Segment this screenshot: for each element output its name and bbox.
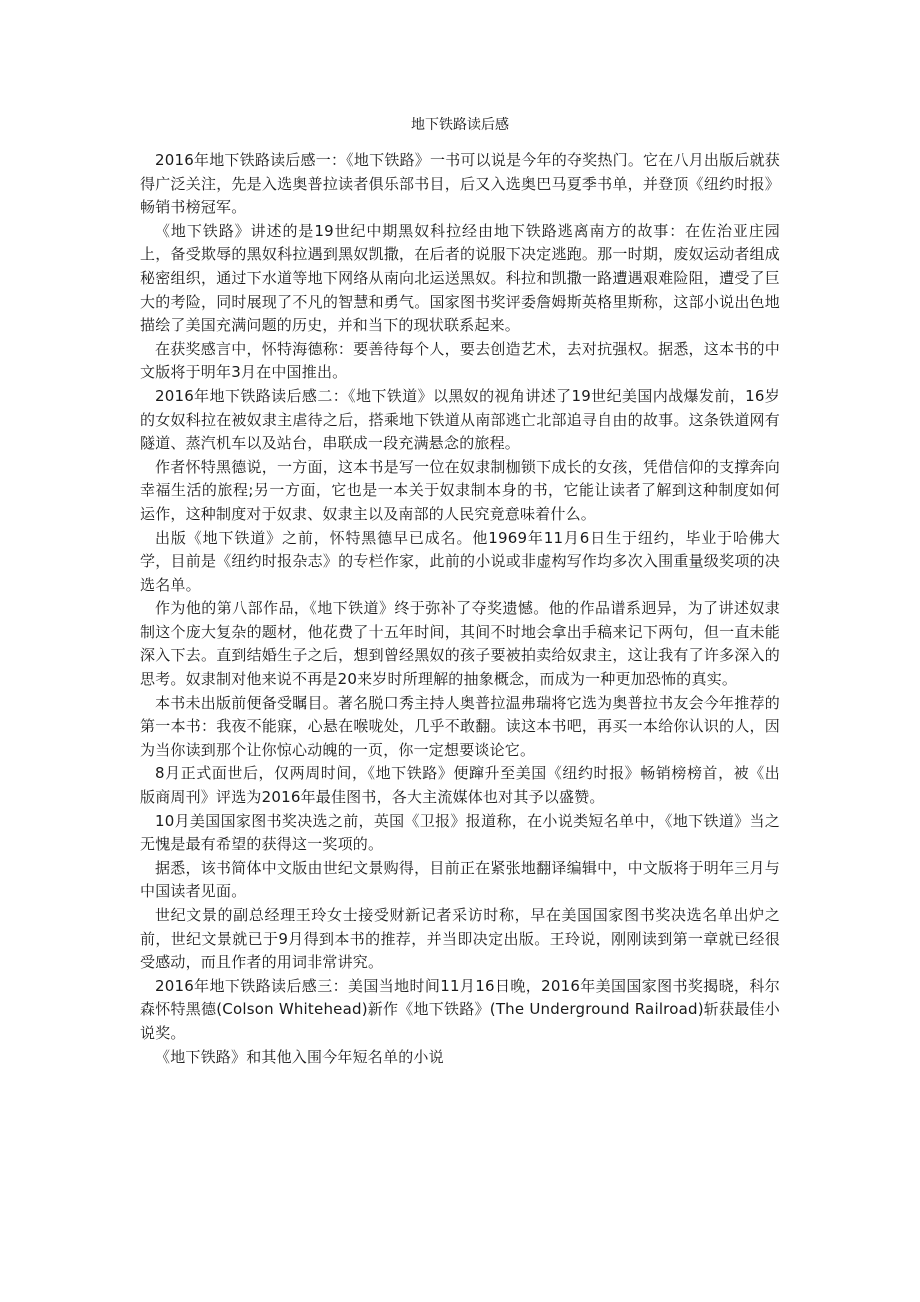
document-title: 地下铁路读后感 xyxy=(411,117,509,133)
paragraph: 2016年地下铁路读后感一：《地下铁路》一书可以说是今年的夺奖热门。它在八月出版后就获得广泛关注，先是入选奥普拉读者俱乐部书目，后又入选奥巴马夏季书单，并登顶《纽约时报》畅销书榜冠军。 xyxy=(140,151,780,217)
paragraph: 在获奖感言中，怀特海德称：要善待每个人，要去创造艺术，去对抗强权。据悉，这本书的中文版将于明年3月在中国推出。 xyxy=(140,339,780,382)
paragraph: 2016年地下铁路读后感二：《地下铁道》以黑奴的视角讲述了19世纪美国内战爆发前，16岁的女奴科拉在被奴隶主虐待之后，搭乘地下铁道从南部逃亡北部追寻自由的故事。这条铁道网有隧道、蒸汽机车以及站台，串联成一段充满悬念的旅程。 xyxy=(140,386,780,453)
paragraph: 10月美国国家图书奖决选之前，英国《卫报》报道称，在小说类短名单中，《地下铁道》当之无愧是最有希望的获得这一奖项的。 xyxy=(140,811,780,854)
paragraph: 《地下铁路》讲述的是19世纪中期黑奴科拉经由地下铁路逃离南方的故事：在佐治亚庄园上，备受欺辱的黑奴科拉遇到黑奴凯撒，在后者的说服下决定逃跑。那一时期，废奴运动者组成秘密组织，通过下水道等地下网络从南向北运送黑奴。科拉和凯撒一路遭遇艰难险阻，遭受了巨大的考险，同时展现了不凡的智慧和勇气。国家图书奖评委詹姆斯英格里斯称，这部小说出色地描绘了美国充满问题的历史，并和当下的现状联系起来。 xyxy=(140,221,780,335)
paragraph: 作者怀特黑德说，一方面，这本书是写一位在奴隶制枷锁下成长的女孩，凭借信仰的支撑奔向幸福生活的旅程;另一方面，它也是一本关于奴隶制本身的书，它能让读者了解到这种制度如何运作，这种制度对于奴隶、奴隶主以及南部的人民究竟意味着什么。 xyxy=(140,457,780,523)
paragraph: 世纪文景的副总经理王玲女士接受财新记者采访时称，早在美国国家图书奖决选名单出炉之前，世纪文景就已于9月得到本书的推荐，并当即决定出版。王玲说，刚刚读到第一章就已经很受感动，而且作者的用词非常讲究。 xyxy=(140,906,780,972)
paragraph: 出版《地下铁道》之前，怀特黑德早已成名。他1969年11月6日生于纽约，毕业于哈佛大学，目前是《纽约时报杂志》的专栏作家，此前的小说或非虚构写作均多次入围重量级奖项的决选名单。 xyxy=(140,528,780,594)
paragraph: 2016年地下铁路读后感三：美国当地时间11月16日晚，2016年美国国家图书奖揭晓，科尔森怀特黑德(Colson Whitehead)新作《地下铁路》(The Underground Railroad)斩获最佳小说奖。 xyxy=(140,976,780,1042)
paragraph: 8月正式面世后，仅两周时间，《地下铁路》便蹿升至美国《纽约时报》畅销榜榜首，被《出版商周刊》评选为2016年最佳图书，各大主流媒体也对其予以盛赞。 xyxy=(140,764,780,807)
paragraph: 本书未出版前便备受瞩目。著名脱口秀主持人奥普拉温弗瑞将它选为奥普拉书友会今年推荐的第一本书：我夜不能寐，心悬在喉咙处，几乎不敢翻。读这本书吧，再买一本给你认识的人，因为当你读到那个让你惊心动魄的一页，你一定想要谈论它。 xyxy=(140,693,780,759)
paragraph: 作为他的第八部作品，《地下铁道》终于弥补了夺奖遗憾。他的作品谱系迥异，为了讲述奴隶制这个庞大复杂的题材，他花费了十五年时间，其间不时地会拿出手稿来记下两句，但一直未能深入下去。直到结婚生子之后，想到曾经黑奴的孩子要被拍卖给奴隶主，这让我有了许多深入的思考。奴隶制对他来说不再是20来岁时所理解的抽象概念，而成为一种更加恐怖的真实。 xyxy=(140,599,780,689)
paragraph: 《地下铁路》和其他入围今年短名单的小说 xyxy=(155,1047,444,1066)
document-body xyxy=(140,149,780,1069)
paragraph: 据悉，该书简体中文版由世纪文景购得，目前正在紧张地翻译编辑中，中文版将于明年三月与中国读者见面。 xyxy=(140,858,780,901)
